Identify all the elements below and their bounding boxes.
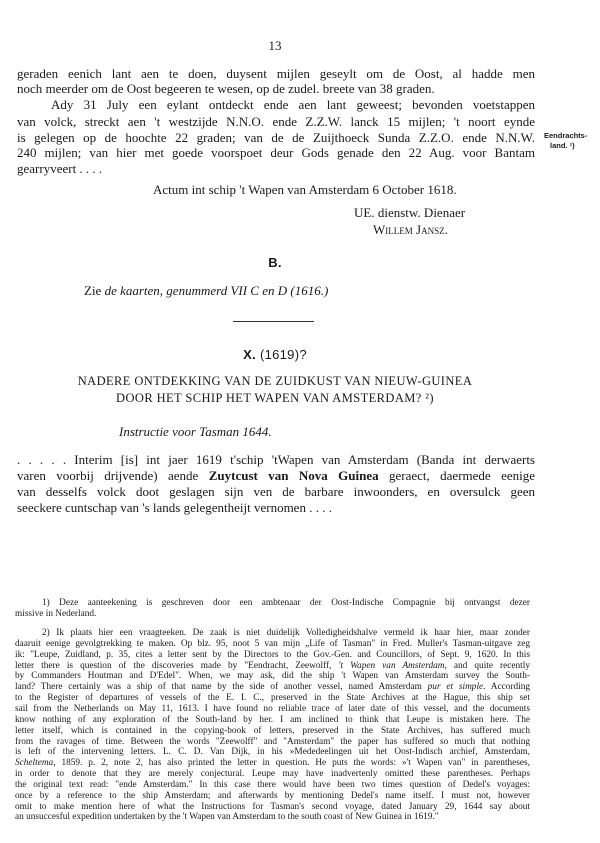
text-segment: by Commanders Houtman and D'Edel". When, we may ask, did the ship 't Wapen van Amsterdam survey the South- (15, 671, 530, 682)
italic-text: 't Wapen van Amsterdam (338, 660, 445, 671)
text-segment: varen voorbij drijvende) aende (17, 468, 209, 483)
text-segment: sail from the Netherlands on May 11, 1613. I have found no reliable trace of later date of this vessel, and the documents (15, 703, 530, 714)
zie-label: Zie (84, 283, 105, 298)
text-segment: is gelegen op de hoochte 22 graden; van de de Zuijthoeck Sunda Z.Z.O. ende N.N.W. (17, 130, 535, 145)
section-number: X. (243, 347, 257, 362)
section-x-title (0, 347, 550, 362)
text-segment: to the Register of departures of vessels of the E. I. C., preserved in the State Archives at the Hague, this ship set (15, 693, 530, 704)
text-segment: . . . . . Interim [is] int jaer 1619 t'schip 'tWapen van Amsterdam (Banda int derwaerts (17, 452, 535, 467)
text-line (17, 81, 435, 96)
source-citation: Instructie voor Tasman 1644. (119, 424, 272, 439)
page-number: 13 (268, 38, 282, 53)
text-line (17, 484, 535, 500)
text-line (17, 500, 332, 515)
text-segment: , and quite recently (444, 660, 530, 671)
section-year: (1619)? (256, 347, 307, 362)
margin-note (544, 131, 587, 151)
text-segment: an unsuccesful expedition undertaken by the 't Wapen van Amsterdam to the south coast of New Guinea in 1619." (15, 812, 439, 823)
text-segment: Ady 31 July een eylant ontdeckt ende aen lant geweest; bevonden voetstappen (51, 97, 535, 112)
text-line (17, 66, 535, 82)
text-line (51, 97, 535, 113)
text-segment: omit to make mention here of what the Instructions for Tasman's second voyage, dated January 29, 1644 say about (15, 801, 530, 812)
text-segment: letter itself, which is contained in the copying-book of letters, preserved in the State Archives, has suffered much (15, 725, 530, 736)
text-segment: van volck, streckt aen 't westzijde N.N.O. ende Z.Z.W. lanck 15 mijlen; 't noort eynde (17, 114, 535, 129)
section-b-title: B. (268, 255, 282, 270)
text-line (15, 812, 530, 823)
text-segment: the original text read: "ende Amsterdam." In this case there would have been two times question of Dedel's voyages: (15, 779, 530, 790)
actum-line: Actum int schip 't Wapen van Amsterdam 6 October 1618. (153, 182, 457, 197)
text-line (17, 161, 102, 176)
margin-note-line: Eendrachts- (544, 131, 588, 140)
text-line (17, 130, 535, 146)
text-segment: ik: "Leupe, Zuidland, p. 35, cites a letter sent by the Directors to the Gov.-Gen. and Councillors, of Sept. 9, 1620. In this (15, 649, 530, 660)
section-heading-line: NADERE ONTDEKKING VAN DE ZUIDKUST VAN NIEUW-GUINEA (77, 374, 473, 388)
text-line (15, 609, 530, 620)
text-segment: 2) Ik plaats hier een vraagteeken. De zaak is niet duidelijk Volledigheidshalve vermeld ik haar hier, maar zonder (42, 628, 530, 638)
margin-note-line: land. ¹) (550, 141, 575, 150)
text-segment: in order to denote that they are merely conjectural. Leupe may have inadvertenly omitted these parentheses. Perhaps (15, 769, 530, 780)
text-segment: land? There certainly was a ship of that name by the side of another vessel, named Amsterdam (15, 682, 428, 693)
text-segment: 1) Deze aanteekening is geschreven door een ambtenaar der Oost-Indische Compagnie bij ontvangst dezer (42, 598, 530, 608)
text-line (42, 598, 530, 610)
text-segment: missive in Nederland. (15, 609, 97, 619)
text-segment: seeckere cuntschap van 's lands gelegentheijt vernomen . . . . (17, 500, 332, 515)
italic-text: pur et simple (427, 682, 484, 693)
text-segment: van desselfs volck doot geslagen sijn ven de barbare inwoonders, en oversulck geen (17, 484, 535, 499)
text-segment: noch meerder om de Oost begeeren te wesen, op de zudel. breete van 38 graden. (17, 81, 435, 96)
section-divider (233, 321, 314, 322)
text-segment: 240 mijlen; van hier met goede voorspoet deur Gods genade den 22 Aug. voor Bantam (17, 145, 535, 160)
italic-text: Scheltema (15, 758, 54, 769)
bold-text: Zuytcust van Nova Guinea (208, 468, 379, 483)
text-line (17, 452, 535, 468)
text-segment: . According (483, 682, 530, 693)
text-segment: geraden eenich lant aen te doen, duysent mijlen geseylt om de Oost, al hadde men (17, 66, 535, 81)
signature: Willem Jansz. (373, 222, 448, 237)
text-segment: gearryveert . . . . (17, 161, 103, 176)
text-segment: from the ravages of time. Between the words "Zeewolff" and "Amsterdam" the paper has suffered so much that nothing (15, 736, 530, 747)
text-segment: is left of the intervening letters. L. C. D. Van Dijk, in his »Mededeelingen uit het Oost-Indisch archief, Amsterdam, (15, 747, 530, 758)
text-segment: daaruit eenige gevolgtrekking te maken. Op blz. 95, noot 5 van mijn „Life of Tasman" in Fred. Muller's Tasman-uitgave zeg (15, 638, 530, 649)
section-b-reference (84, 283, 328, 298)
text-segment: once by a reference to the ship Amsterdam; and afterwards by mentioning Dedel's name itself. I must not, however (15, 790, 530, 801)
section-heading-line: DOOR HET SCHIP HET WAPEN VAN AMSTERDAM? ²) (116, 391, 434, 405)
text-line (17, 114, 535, 130)
text-segment: geraect, daermede eenige (378, 468, 535, 483)
text-segment: , 1859. p. 2, note 2, has also printed the letter in question. He puts the words: »'t Wapen van" in parentheses, (53, 758, 530, 769)
text-segment: letter there is question of the discoveries made by "Eendracht, Zeewolff, (15, 660, 339, 671)
closing-line: UE. dienstw. Dienaer (354, 205, 466, 220)
text-line (17, 468, 535, 484)
text-segment: know nothing of any exploration of the South-land by her. I am inclined to think that Leupe is mistaken here. The (15, 714, 530, 725)
maps-reference: de kaarten, genummerd VII C en D (1616.) (104, 283, 329, 298)
text-line (17, 145, 535, 161)
